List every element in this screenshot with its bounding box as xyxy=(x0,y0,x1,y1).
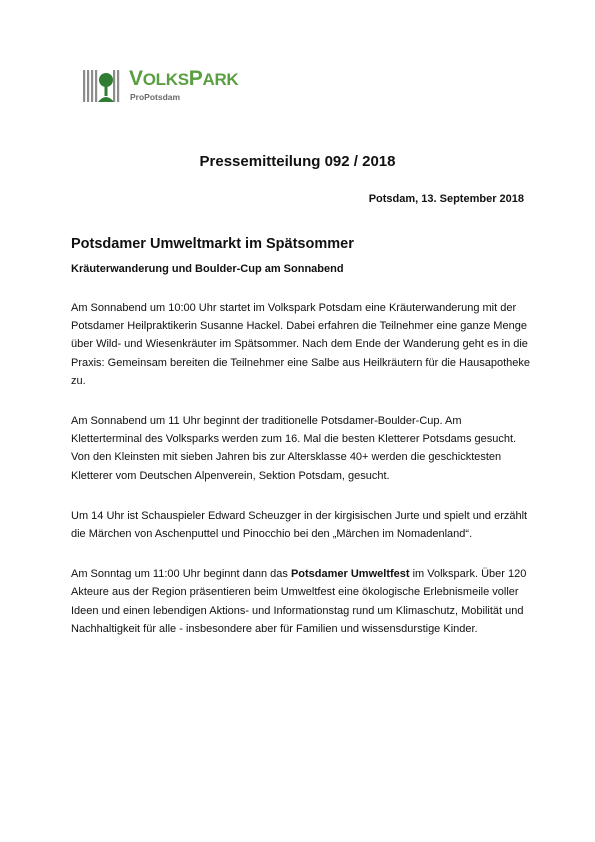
logo-subtitle: ProPotsdam xyxy=(130,92,181,102)
paragraph-boulder-cup: Am Sonnabend um 11 Uhr beginnt der traditionelle Potsdamer-Boulder-Cup. Am Kletterterminal des Volksparks werden zum 16. Mal die besten Kletterer Potsdams gesucht. Von den Kleinsten mit sieben Jahren bis zur Altersklasse 40+ werden die geschicktesten Kletterer vom Deutschen Alpenverein, Sektion Potsdam, gesucht. xyxy=(71,415,517,482)
headline: Potsdamer Umweltmarkt im Spätsommer xyxy=(71,236,354,252)
press-release-title: Pressemitteilung 092 / 2018 xyxy=(199,153,396,170)
logo-wordmark: VOLKSPARK xyxy=(129,67,239,90)
paragraph-herb-walk: Am Sonnabend um 10:00 Uhr startet im Volkspark Potsdam eine Kräuterwanderung mit der Potsdamer Heilpraktikerin Susanne Hackel. Dabei erfahren die Teilnehmer eine ganze Menge über Wild- und Wiesenkräuter im Spätsommer. Nach dem Ende der Wanderung geht es in die Praxis: Gemeinsam bereiten die Teilnehmer eine Salbe aus Heilkräutern für die Hausapotheke zu. xyxy=(71,302,530,387)
volkspark-logo-mark-icon xyxy=(83,66,123,106)
subheadline: Kräuterwanderung und Boulder-Cup am Sonnabend xyxy=(71,263,344,275)
volkspark-logo xyxy=(83,64,263,108)
festival-name: Potsdamer Umweltfest xyxy=(290,568,410,581)
paragraph-environment-festival: Am Sonntag um 11:00 Uhr beginnt dann das Potsdamer Umweltfest im Volkspark. Über 120 Akteure aus der Region präsentieren beim Umweltfest eine ökologische Erlebnismeile voller Ideen und einen lebendigen Aktions- und Informationstag rund um Klimaschutz, Mobilität und Nachhaltigkeit für alle - insbesondere aber für Familien und wissensdurstige Kinder. xyxy=(71,568,527,635)
place-and-date: Potsdam, 13. September 2018 xyxy=(368,193,524,205)
paragraph-fairy-tales: Um 14 Uhr ist Schauspieler Edward Scheuzger in der kirgisischen Jurte und spielt und erzählt die Märchen von Aschenputtel und Pinocchio bei den „Märchen im Nomadenland“. xyxy=(71,509,528,541)
body-text xyxy=(71,299,531,660)
